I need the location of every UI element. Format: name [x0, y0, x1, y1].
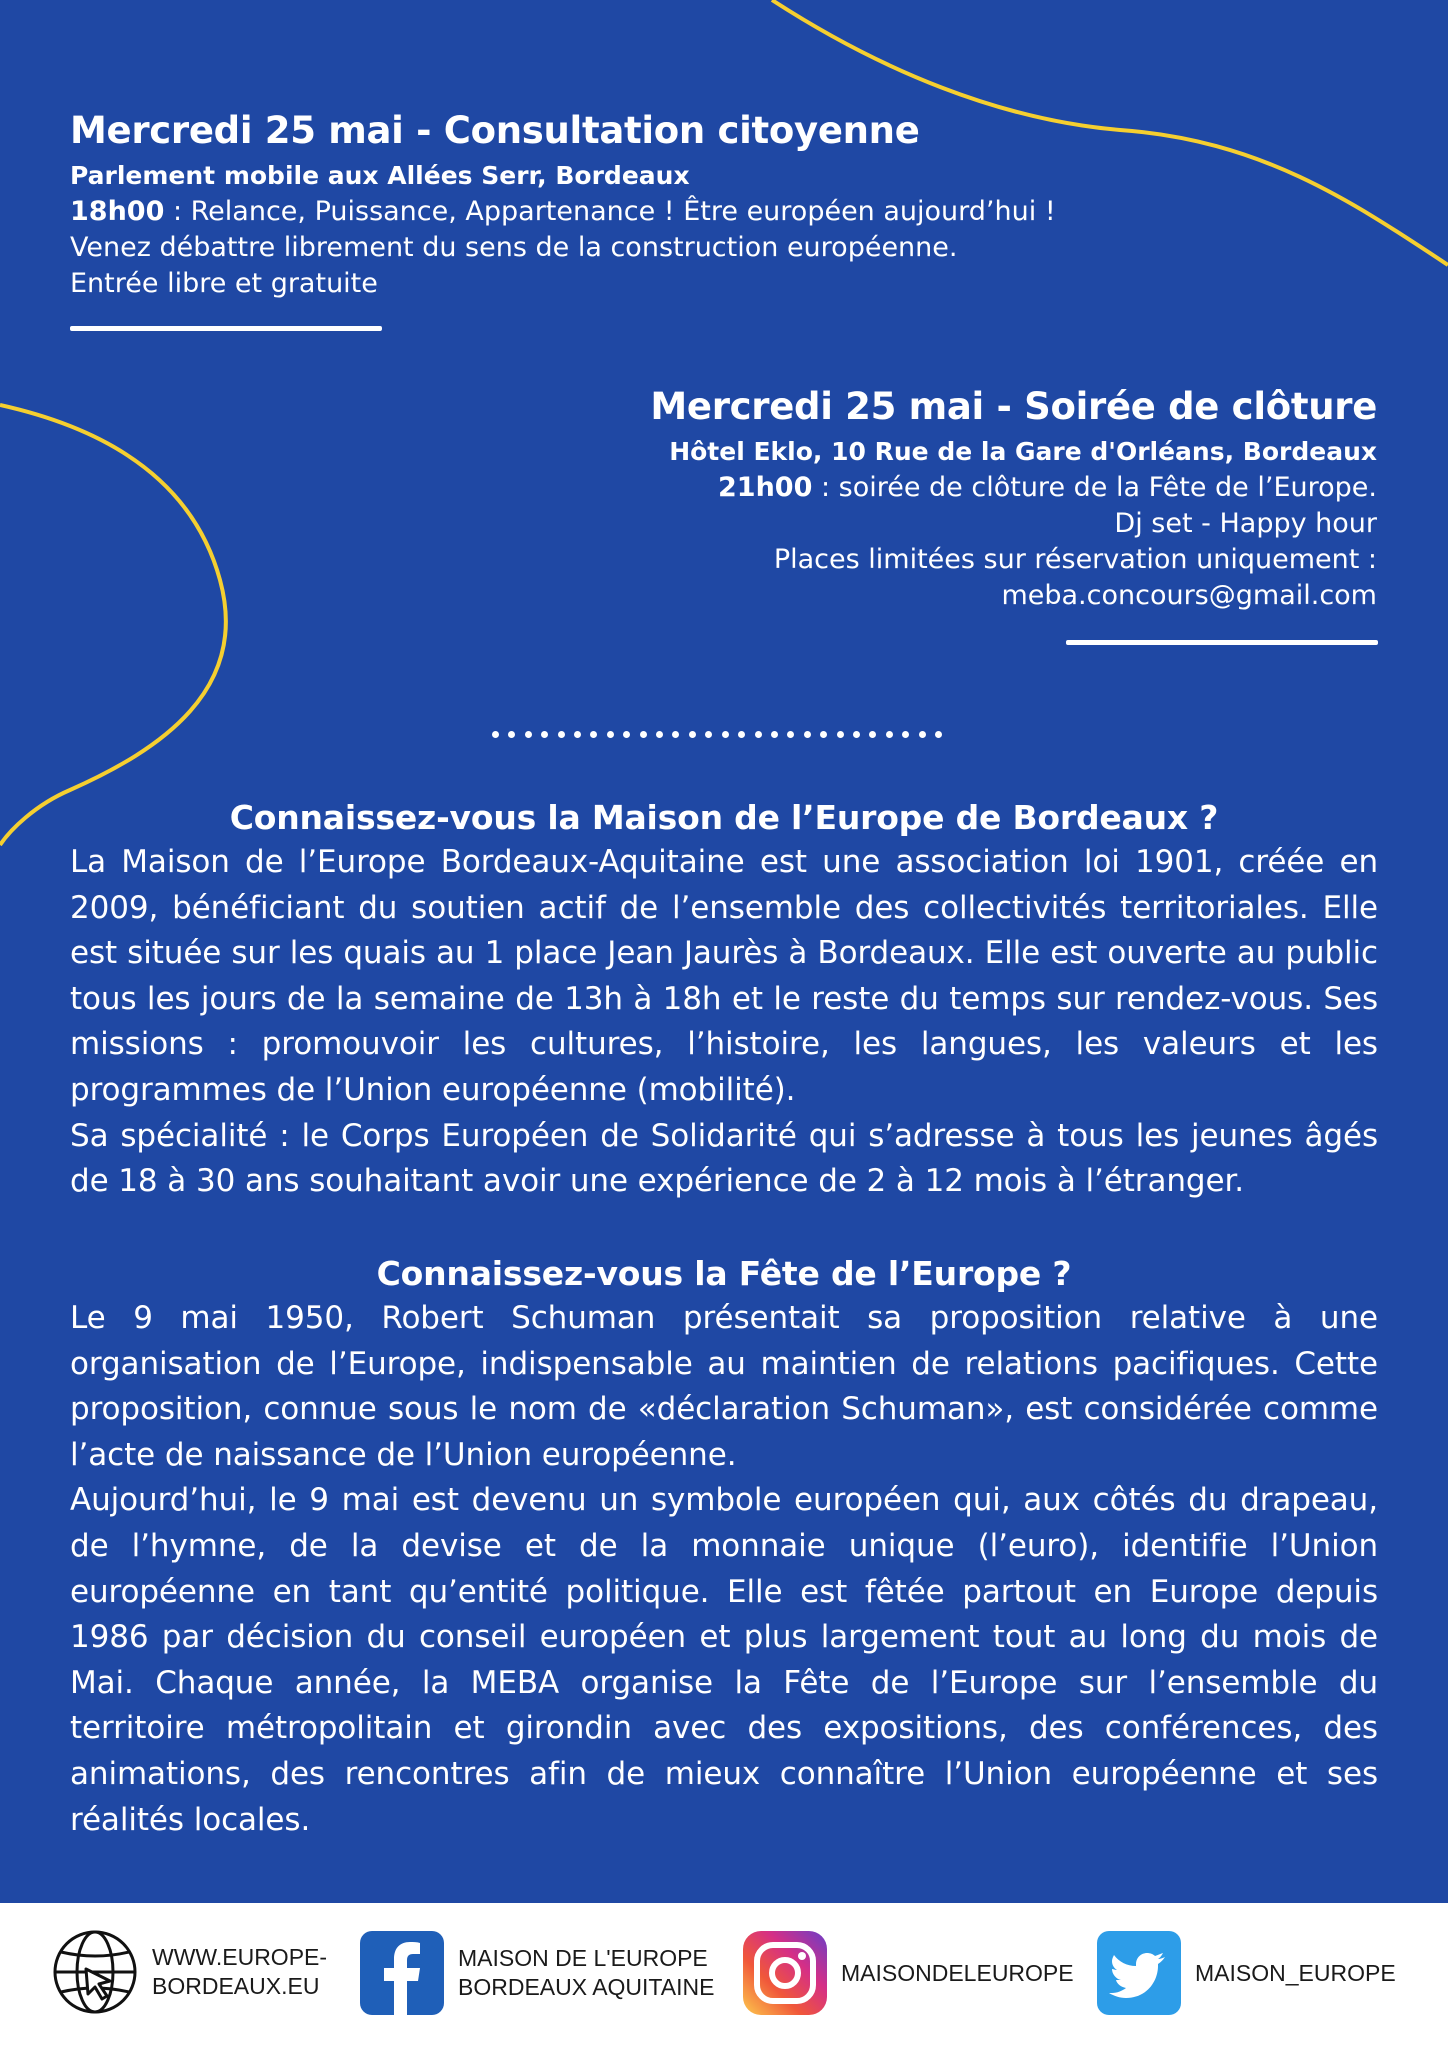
divider-event2	[1066, 640, 1378, 645]
section2-paragraph2: Aujourd’hui, le 9 mai est devenu un symbole européen qui, aux côtés du drapeau, de l’hymne, de la devise et de la monnaie unique (l’euro), identifie l’Union européenne en tant qu’entité politique. Elle est fêtée partout en Europe depuis 1986 par décision du conseil européen et plus largement tout au long du mois de Mai. Chaque année, la MEBA organise la Fête de l’Europe sur l’ensemble du territoire métropolitain et girondin avec des expositions, des conférences, des animations, des rencontres afin de mieux connaître l’Union européenne et ses réalités locales.	[70, 1482, 1378, 1838]
instagram-handle: MAISONDELEUROPE	[841, 1959, 1074, 1986]
event2-schedule	[377, 470, 1377, 506]
event1-title: Mercredi 25 mai - Consultation citoyenne	[70, 109, 920, 152]
section-maison-europe	[70, 795, 1378, 1205]
website-line2: BORDEAUX.EU	[152, 1973, 320, 1999]
event2-time: 21h00	[718, 472, 813, 503]
website-line1: WWW.EUROPE-	[152, 1944, 328, 1970]
event2-title: Mercredi 25 mai - Soirée de clôture	[650, 385, 1377, 428]
facebook-icon	[360, 1931, 444, 2015]
event1-place: Parlement mobile aux Allées Serr, Bordeaux	[70, 161, 690, 190]
event2-line2: Dj set - Happy hour	[1114, 508, 1377, 539]
instagram-icon	[743, 1931, 827, 2015]
event1-line2: Venez débattre librement du sens de la construction européenne.	[70, 232, 958, 263]
instagram-link[interactable]	[743, 1931, 1074, 2015]
event-consultation	[70, 108, 1070, 302]
section2-heading: Connaissez-vous la Fête de l’Europe ?	[376, 1254, 1072, 1293]
section-fete-europe	[70, 1251, 1378, 1843]
twitter-icon	[1097, 1931, 1181, 2015]
section2-paragraph1: Le 9 mai 1950, Robert Schuman présentait sa proposition relative à une organisation de l’Europe, indispensable au maintien de relations pacifiques. Cette proposition, connue sous le nom de «déclaration Schuman», est considérée comme l’acte de naissance de l’Union européenne.	[70, 1300, 1378, 1473]
section1-paragraph1: La Maison de l’Europe Bordeaux-Aquitaine est une association loi 1901, créée en 2009, bénéficiant du soutien actif de l’ensemble des collectivités territoriales. Elle est située sur les quais au 1 place Jean Jaurès à Bordeaux. Elle est ouverte au public tous les jours de la semaine de 13h à 18h et le reste du temps sur rendez-vous. Ses missions : promouvoir les cultures, l’histoire, les langues, les valeurs et les programmes de l’Union européenne (mobilité).	[70, 844, 1378, 1108]
event1-schedule	[70, 194, 1070, 230]
event-closing	[377, 384, 1377, 614]
facebook-line2: BORDEAUX AQUITAINE	[458, 1974, 715, 2000]
divider-event1	[70, 326, 382, 331]
event2-place: Hôtel Eklo, 10 Rue de la Gare d'Orléans, Bordeaux	[669, 437, 1377, 466]
left-curve	[0, 405, 226, 845]
twitter-link[interactable]	[1097, 1931, 1396, 2015]
globe-icon	[52, 1929, 138, 2015]
facebook-link[interactable]	[360, 1931, 714, 2015]
event2-line3: Places limitées sur réservation uniquement :	[773, 544, 1377, 575]
event1-desc: : Relance, Puissance, Appartenance ! Être européen aujourd’hui !	[164, 196, 1056, 227]
website-link[interactable]	[52, 1929, 327, 2015]
section1-heading: Connaissez-vous la Maison de l’Europe de Bordeaux ?	[229, 798, 1219, 837]
section1-paragraph2: Sa spécialité : le Corps Européen de Solidarité qui s’adresse à tous les jeunes âgés de 18 à 30 ans souhaitant avoir une expérience de 2 à 12 mois à l’étranger.	[70, 1117, 1378, 1200]
event2-desc: : soirée de clôture de la Fête de l’Europe.	[812, 472, 1377, 503]
twitter-handle: MAISON_EUROPE	[1195, 1959, 1396, 1986]
dotted-separator	[492, 731, 942, 738]
event1-line3: Entrée libre et gratuite	[70, 268, 378, 299]
footer-contact-bar	[0, 1903, 1448, 2048]
event1-time: 18h00	[70, 196, 165, 227]
facebook-line1: MAISON DE L'EUROPE	[458, 1945, 708, 1971]
event2-email[interactable]: meba.concours@gmail.com	[1001, 580, 1377, 611]
